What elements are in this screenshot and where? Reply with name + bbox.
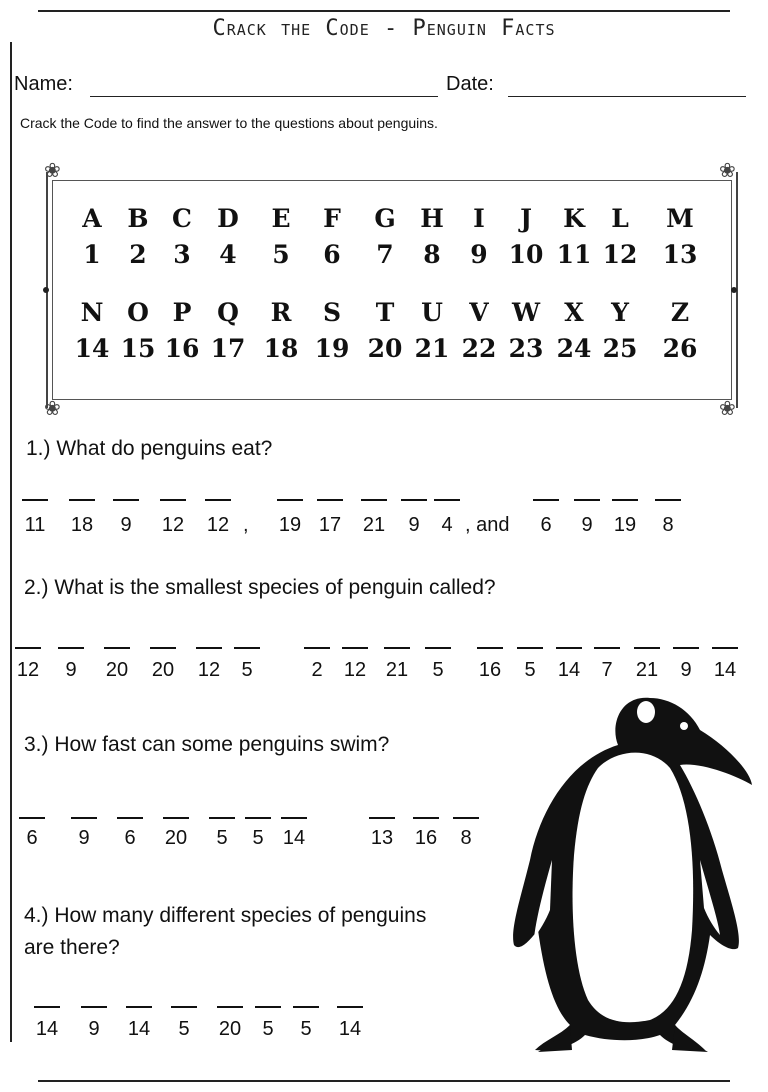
answer-blank[interactable] <box>634 647 660 649</box>
cipher-letter: X <box>564 298 584 327</box>
code-number: 14 <box>282 827 306 849</box>
answer-separator: , and <box>465 514 510 536</box>
code-number: 12 <box>161 514 185 536</box>
cipher-letter: R <box>270 298 292 327</box>
cipher-letter: Z <box>670 298 690 327</box>
cipher-letter: J <box>520 204 532 233</box>
answer-blank[interactable] <box>453 817 479 819</box>
question-4-line1: 4.) How many different species of penguins <box>24 904 427 927</box>
code-number: 7 <box>601 659 613 681</box>
cipher-number: 18 <box>263 334 299 363</box>
cipher-number: 2 <box>129 240 147 269</box>
cipher-letter: K <box>563 204 585 233</box>
cipher-letter: M <box>666 204 694 233</box>
cipher-number: 23 <box>508 334 544 363</box>
cipher-number: 22 <box>461 334 497 363</box>
code-number: 21 <box>385 659 409 681</box>
answer-blank[interactable] <box>361 499 387 501</box>
date-label: Date: <box>446 73 494 95</box>
cipher-letter: V <box>469 298 489 327</box>
code-number: 12 <box>16 659 40 681</box>
code-number: 16 <box>478 659 502 681</box>
cipher-letter: I <box>473 204 485 233</box>
code-number: 18 <box>70 514 94 536</box>
cipher-number: 13 <box>662 240 698 269</box>
code-number: 21 <box>362 514 386 536</box>
cipher-letter: D <box>217 204 239 233</box>
answer-blank[interactable] <box>19 817 45 819</box>
cipher-number: 16 <box>164 334 200 363</box>
code-number: 9 <box>120 514 132 536</box>
cipher-number: 9 <box>470 240 488 269</box>
answer-blank[interactable] <box>234 647 260 649</box>
cipher-number: 25 <box>602 334 638 363</box>
cipher-letter: F <box>323 204 341 233</box>
answer-blank[interactable] <box>337 1006 363 1008</box>
answer-blank[interactable] <box>612 499 638 501</box>
date-field[interactable] <box>508 96 746 97</box>
answer-blank[interactable] <box>34 1006 60 1008</box>
code-number: 6 <box>26 827 38 849</box>
code-number: 6 <box>124 827 136 849</box>
cipher-number: 17 <box>210 334 246 363</box>
code-number: 20 <box>164 827 188 849</box>
cipher-letter: G <box>374 204 396 233</box>
answer-blank[interactable] <box>163 817 189 819</box>
code-number: 17 <box>318 514 342 536</box>
code-number: 5 <box>241 659 253 681</box>
code-number: 6 <box>540 514 552 536</box>
cipher-letter: T <box>375 298 395 327</box>
answer-blank[interactable] <box>71 817 97 819</box>
cipher-letter: O <box>127 298 149 327</box>
code-number: 5 <box>262 1018 274 1040</box>
code-number: 16 <box>414 827 438 849</box>
penguin-icon <box>500 690 760 1070</box>
left-margin-rule <box>10 42 12 1042</box>
code-number: 5 <box>524 659 536 681</box>
code-number: 9 <box>65 659 77 681</box>
cipher-number: 12 <box>602 240 638 269</box>
scroll-curl-icon: ❀ <box>719 398 736 420</box>
answer-blank[interactable] <box>160 499 186 501</box>
answer-blank[interactable] <box>293 1006 319 1008</box>
cipher-number: 6 <box>323 240 341 269</box>
cipher-letter: U <box>421 298 443 327</box>
answer-blank[interactable] <box>342 647 368 649</box>
frame-dot <box>731 287 737 293</box>
code-number: 9 <box>78 827 90 849</box>
answer-blank[interactable] <box>113 499 139 501</box>
cipher-number: 7 <box>376 240 394 269</box>
code-number: 9 <box>581 514 593 536</box>
answer-blank[interactable] <box>171 1006 197 1008</box>
answer-blank[interactable] <box>673 647 699 649</box>
code-number: 14 <box>127 1018 151 1040</box>
answer-blank[interactable] <box>477 647 503 649</box>
question-4-line2: are there? <box>24 936 120 959</box>
code-number: 19 <box>613 514 637 536</box>
answer-blank[interactable] <box>81 1006 107 1008</box>
code-number: 14 <box>338 1018 362 1040</box>
answer-blank[interactable] <box>655 499 681 501</box>
answer-separator: , <box>243 514 249 536</box>
code-number: 19 <box>278 514 302 536</box>
answer-blank[interactable] <box>22 499 48 501</box>
answer-blank[interactable] <box>104 647 130 649</box>
code-number: 14 <box>35 1018 59 1040</box>
code-number: 21 <box>635 659 659 681</box>
code-number: 11 <box>24 514 46 536</box>
code-number: 12 <box>206 514 230 536</box>
cipher-letter: E <box>271 204 291 233</box>
answer-blank[interactable] <box>434 499 460 501</box>
answer-blank[interactable] <box>196 647 222 649</box>
cipher-number: 21 <box>414 334 450 363</box>
code-number: 13 <box>370 827 394 849</box>
question-2: 2.) What is the smallest species of penguin called? <box>24 576 496 599</box>
answer-blank[interactable] <box>574 499 600 501</box>
code-number: 20 <box>218 1018 242 1040</box>
code-number: 8 <box>662 514 674 536</box>
code-number: 14 <box>713 659 737 681</box>
answer-blank[interactable] <box>425 647 451 649</box>
name-label: Name: <box>14 73 73 95</box>
answer-blank[interactable] <box>117 817 143 819</box>
code-number: 12 <box>343 659 367 681</box>
code-number: 9 <box>408 514 420 536</box>
cipher-letter: P <box>172 298 192 327</box>
cipher-letter: Y <box>611 298 629 327</box>
answer-blank[interactable] <box>594 647 620 649</box>
answer-blank[interactable] <box>281 817 307 819</box>
bottom-rule <box>38 1080 730 1082</box>
cipher-number: 14 <box>74 334 110 363</box>
answer-blank[interactable] <box>15 647 41 649</box>
cipher-number: 3 <box>173 240 191 269</box>
answer-blank[interactable] <box>150 647 176 649</box>
code-number: 9 <box>88 1018 100 1040</box>
code-number: 12 <box>197 659 221 681</box>
code-number: 9 <box>680 659 692 681</box>
cipher-letter: W <box>511 298 541 327</box>
scroll-curl-icon: ❀ <box>44 398 61 420</box>
cipher-letter: C <box>172 204 192 233</box>
answer-blank[interactable] <box>556 647 582 649</box>
answer-blank[interactable] <box>413 817 439 819</box>
code-number: 5 <box>178 1018 190 1040</box>
cipher-number: 11 <box>556 240 592 269</box>
answer-blank[interactable] <box>317 499 343 501</box>
answer-blank[interactable] <box>401 499 427 501</box>
code-number: 2 <box>311 659 323 681</box>
question-3: 3.) How fast can some penguins swim? <box>24 733 390 756</box>
answer-blank[interactable] <box>255 1006 281 1008</box>
code-number: 20 <box>151 659 175 681</box>
cipher-number: 1 <box>83 240 101 269</box>
code-number: 5 <box>300 1018 312 1040</box>
frame-dot <box>43 287 49 293</box>
code-number: 8 <box>460 827 472 849</box>
answer-blank[interactable] <box>217 1006 243 1008</box>
instructions: Crack the Code to find the answer to the questions about penguins. <box>20 115 438 131</box>
answer-blank[interactable] <box>533 499 559 501</box>
cipher-number: 26 <box>662 334 698 363</box>
cipher-number: 4 <box>219 240 237 269</box>
answer-blank[interactable] <box>205 499 231 501</box>
name-field[interactable] <box>90 96 438 97</box>
cipher-number: 19 <box>314 334 350 363</box>
answer-blank[interactable] <box>384 647 410 649</box>
scroll-curl-icon: ❀ <box>719 160 736 182</box>
question-1: 1.) What do penguins eat? <box>26 437 273 460</box>
answer-blank[interactable] <box>277 499 303 501</box>
answer-blank[interactable] <box>245 817 271 819</box>
cipher-letter: B <box>127 204 149 233</box>
answer-blank[interactable] <box>304 647 330 649</box>
worksheet-title: Crack the Code - Penguin Facts <box>212 16 556 41</box>
answer-blank[interactable] <box>517 647 543 649</box>
code-number: 5 <box>432 659 444 681</box>
cipher-number: 24 <box>556 334 592 363</box>
answer-blank[interactable] <box>712 647 738 649</box>
answer-blank[interactable] <box>126 1006 152 1008</box>
code-number: 14 <box>557 659 581 681</box>
cipher-number: 5 <box>272 240 290 269</box>
code-number: 4 <box>441 514 453 536</box>
cipher-letter: H <box>420 204 444 233</box>
code-number: 5 <box>252 827 264 849</box>
top-rule <box>38 10 730 12</box>
cipher-letter: L <box>611 204 629 233</box>
answer-blank[interactable] <box>209 817 235 819</box>
answer-blank[interactable] <box>58 647 84 649</box>
answer-blank[interactable] <box>69 499 95 501</box>
cipher-number: 15 <box>120 334 156 363</box>
scroll-curl-icon: ❀ <box>44 160 61 182</box>
code-number: 20 <box>105 659 129 681</box>
cipher-letter: Q <box>217 298 239 327</box>
cipher-letter: N <box>80 298 104 327</box>
cipher-letter: S <box>322 298 342 327</box>
answer-blank[interactable] <box>369 817 395 819</box>
cipher-letter: A <box>82 204 102 233</box>
code-number: 5 <box>216 827 228 849</box>
cipher-number: 10 <box>508 240 544 269</box>
cipher-number: 20 <box>367 334 403 363</box>
cipher-number: 8 <box>423 240 441 269</box>
